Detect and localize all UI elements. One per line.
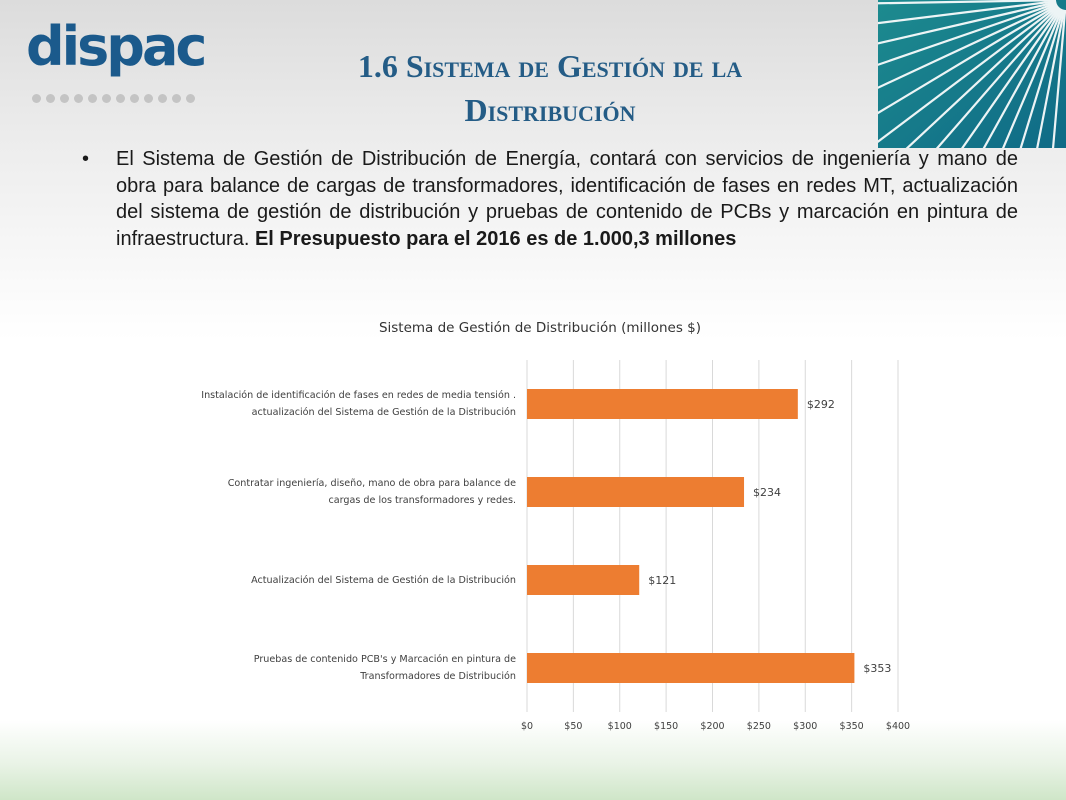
bar xyxy=(527,477,744,507)
bullet-icon: • xyxy=(82,148,90,170)
x-tick-label: $50 xyxy=(564,721,583,732)
bar-value-label: $121 xyxy=(648,574,677,587)
category-label-line: Transformadores de Distribución xyxy=(360,671,516,682)
y-category-label xyxy=(140,572,516,589)
category-label-line: Contratar ingeniería, diseño, mano de obra para balance de xyxy=(227,478,516,489)
title-line-2: Distribución xyxy=(464,92,636,128)
bar-value-label: $353 xyxy=(863,662,892,675)
y-category-label xyxy=(140,475,516,509)
category-label-line: Pruebas de contenido PCB's y Marcación en pintura de xyxy=(253,654,516,665)
x-tick-label: $150 xyxy=(654,721,679,732)
bullet-budget-text: El Presupuesto para el 2016 es de 1.000,3 millones xyxy=(254,227,737,250)
bullet-body-text: El Sistema de Gestión de Distribución de Energía, contará con servicios de ingeniería y mano de obra para balance de cargas de transformadores, identificación de fases en redes MT, actualización del sistema de gestión de distribución y pruebas de contenido de PCBs y marcación en pintura de infraestructura. xyxy=(116,148,1018,250)
bar xyxy=(527,389,798,419)
dispac-logo xyxy=(26,12,205,112)
title-line-1: 1.6 Sistema de Gestión de la xyxy=(357,48,743,84)
sunburst-corner-graphic xyxy=(878,0,1066,148)
page-title xyxy=(250,44,850,132)
logo-dots xyxy=(32,94,195,103)
chart-title: Sistema de Gestión de Distribución (millones $) xyxy=(378,320,702,336)
logo-wordmark: dispac xyxy=(26,15,205,78)
category-label-line: actualización del Sistema de Gestión de la Distribución xyxy=(251,407,516,418)
x-tick-label: $350 xyxy=(839,721,864,732)
x-tick-label: $400 xyxy=(885,721,911,732)
bullet-paragraph xyxy=(82,146,1018,252)
x-tick-label: $250 xyxy=(746,721,771,732)
x-tick-label: $300 xyxy=(793,721,818,732)
y-category-label xyxy=(140,387,516,421)
y-category-label xyxy=(140,651,516,685)
bar-value-label: $292 xyxy=(806,398,835,411)
x-tick-label: $100 xyxy=(607,721,632,732)
category-label-line: cargas de los transformadores y redes. xyxy=(328,495,516,506)
x-tick-label: $0 xyxy=(520,721,534,732)
bar-value-label: $234 xyxy=(753,486,782,499)
bar xyxy=(527,565,639,595)
category-label-line: Instalación de identificación de fases en redes de media tensión . xyxy=(201,390,516,401)
x-tick-label: $200 xyxy=(700,721,725,732)
bullet-text-block xyxy=(116,146,1018,252)
category-label-line: Actualización del Sistema de Gestión de la Distribución xyxy=(251,574,516,586)
bar xyxy=(527,653,854,683)
